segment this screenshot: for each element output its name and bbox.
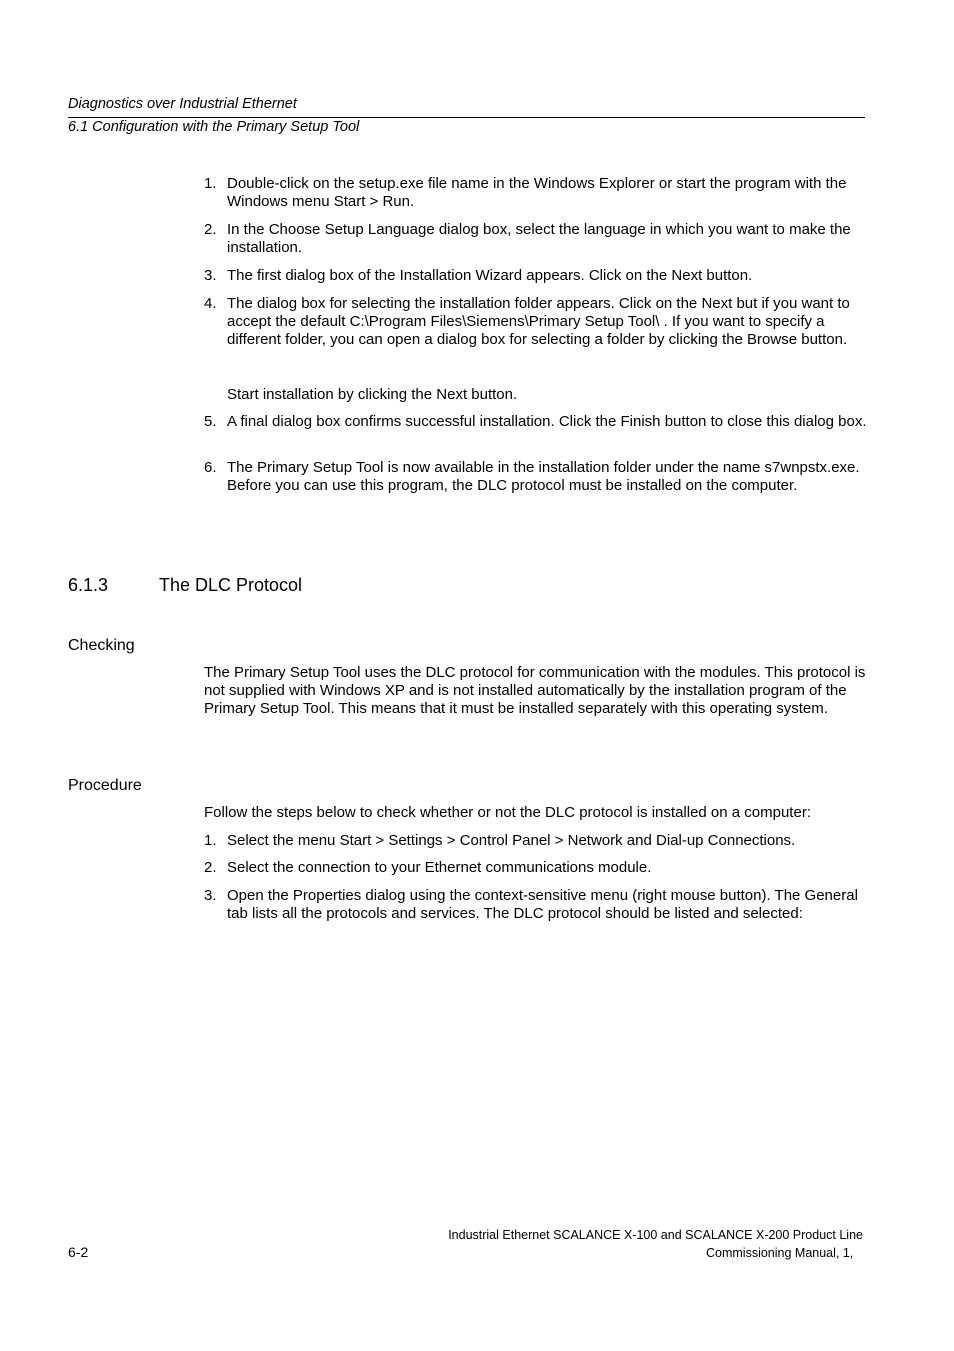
procedure-intro: Follow the steps below to check whether or not the DLC protocol is installed on a computer:	[204, 804, 811, 821]
install-step-6-text: The Primary Setup Tool is now available in the installation folder under the name s7wnpstx.exe. Before you can use this program, the DLC protocol must be installed on the computer.	[227, 459, 860, 495]
section-title: The DLC Protocol	[159, 575, 303, 595]
footer-manual-line: Commissioning Manual, 1,	[706, 1246, 854, 1260]
install-step-3-number: 3.	[204, 267, 217, 284]
install-step-4-text: The dialog box for selecting the installation folder appears. Click on the Next but if you want to accept the default C:\Program Files\Siemens\Primary Setup Tool\ . If you want to specify a different folder, you can open a dialog box for selecting a folder by clicking the Browse button.	[227, 295, 850, 349]
install-step-1-text: Double-click on the setup.exe file name in the Windows Explorer or start the program with the Windows menu Start > Run.	[227, 175, 847, 211]
checking-heading: Checking	[68, 637, 135, 654]
footer-title-line: Industrial Ethernet SCALANCE X-100 and SCALANCE X-200 Product Line	[448, 1228, 863, 1242]
install-step-1-number: 1.	[204, 175, 217, 192]
procedure-step-3-number: 3.	[204, 887, 217, 904]
install-step-3-text: The first dialog box of the Installation Wizard appears. Click on the Next button.	[227, 267, 753, 284]
procedure-step-3-text: Open the Properties dialog using the context-sensitive menu (right mouse button). The General tab lists all the protocols and services. The DLC protocol should be listed and selected:	[227, 887, 858, 923]
footer-page-number: 6-2	[68, 1244, 89, 1260]
procedure-step-2-text: Select the connection to your Ethernet communications module.	[227, 859, 652, 876]
install-step-4-note: Start installation by clicking the Next button.	[227, 386, 518, 403]
procedure-step-2-number: 2.	[204, 859, 217, 876]
procedure-step-1-text: Select the menu Start > Settings > Control Panel > Network and Dial-up Connections.	[227, 832, 796, 849]
install-step-5-number: 5.	[204, 413, 217, 430]
procedure-heading: Procedure	[68, 777, 142, 794]
procedure-step-1-number: 1.	[204, 832, 217, 849]
running-header-chapter: Diagnostics over Industrial Ethernet	[68, 96, 297, 112]
install-step-4-number: 4.	[204, 295, 217, 312]
install-step-2-text: In the Choose Setup Language dialog box, select the language in which you want to make the installation.	[227, 221, 851, 257]
install-step-6-number: 6.	[204, 459, 217, 476]
install-step-2-number: 2.	[204, 221, 217, 238]
section-number: 6.1.3	[68, 575, 109, 595]
install-step-5-text: A final dialog box confirms successful installation. Click the Finish button to close this dialog box.	[227, 413, 867, 430]
checking-paragraph: The Primary Setup Tool uses the DLC protocol for communication with the modules. This protocol is not supplied with Windows XP and is not installed automatically by the installation program of the Primary Setup Tool. This means that it must be installed separately with this operating system.	[204, 664, 866, 718]
running-header-section: 6.1 Configuration with the Primary Setup Tool	[68, 119, 360, 135]
